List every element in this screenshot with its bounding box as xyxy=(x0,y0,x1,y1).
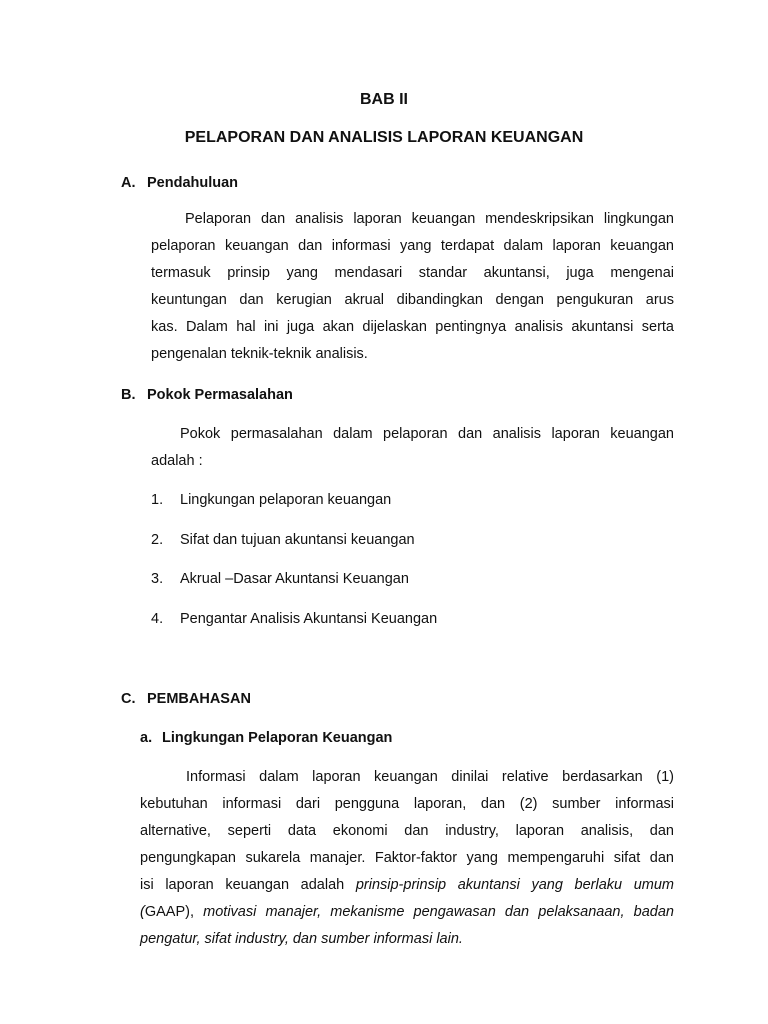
section-a-paragraph xyxy=(151,206,674,368)
chapter-label: BAB II xyxy=(360,91,408,108)
paragraph-line: pelaporan keuangan dan informasi yang terdapat dalam laporan keuangan xyxy=(151,238,674,254)
paragraph-text: isi laporan keuangan adalah xyxy=(140,877,356,893)
list-item xyxy=(151,571,409,587)
section-a-title: Pendahuluan xyxy=(147,175,239,191)
paragraph-line: adalah : xyxy=(151,453,203,469)
paragraph-line: kebutuhan informasi dari pengguna laporan, dan (2) sumber informasi xyxy=(140,796,674,812)
paragraph-line: pengungkapan sukarela manajer. Faktor-faktor yang mempengaruhi sifat dan xyxy=(140,850,674,866)
paragraph-line: Pokok permasalahan dalam pelaporan dan analisis laporan keuangan xyxy=(180,426,674,442)
section-b-letter: B. xyxy=(121,387,136,403)
list-number: 1. xyxy=(151,492,164,508)
list-text: Pengantar Analisis Akuntansi Keuangan xyxy=(180,611,438,627)
subsection-a-title: Lingkungan Pelaporan Keuangan xyxy=(162,730,393,746)
paragraph-line: pengenalan teknik-teknik analisis. xyxy=(151,346,368,362)
list-text: Lingkungan pelaporan keuangan xyxy=(180,492,392,508)
paragraph-italic-text: prinsip-prinsip akuntansi yang berlaku umum xyxy=(355,877,674,893)
list-text: Akrual –Dasar Akuntansi Keuangan xyxy=(180,571,409,587)
subsection-a-heading xyxy=(140,730,392,746)
section-a-letter: A. xyxy=(121,175,136,191)
section-a-heading xyxy=(121,175,238,191)
paragraph-line: Informasi dalam laporan keuangan dinilai relative berdasarkan (1) xyxy=(186,769,674,785)
list-number: 2. xyxy=(151,532,164,548)
paragraph-line: keuntungan dan kerugian akrual dibandingkan dengan pengukuran arus xyxy=(151,292,674,308)
list-item xyxy=(151,492,391,508)
paragraph-line: kas. Dalam hal ini juga akan dijelaskan pentingnya analisis akuntansi serta xyxy=(151,319,674,335)
section-b-paragraph xyxy=(151,421,674,475)
section-b-title: Pokok Permasalahan xyxy=(147,387,293,403)
section-c-title: PEMBAHASAN xyxy=(147,691,251,707)
paragraph-italic-text: pengatur, sifat industry, dan sumber informasi lain. xyxy=(140,931,463,947)
paragraph-line: alternative, seperti data ekonomi dan industry, laporan analisis, dan xyxy=(140,823,674,839)
paragraph-text: GAAP), xyxy=(144,904,204,920)
list-number: 3. xyxy=(151,571,164,587)
list-text: Sifat dan tujuan akuntansi keuangan xyxy=(180,532,415,548)
paragraph-line: termasuk prinsip yang mendasari standar akuntansi, juga mengenai xyxy=(151,265,674,281)
paragraph-italic-text: ( xyxy=(140,904,145,920)
section-b-heading xyxy=(121,387,293,403)
section-c-letter: C. xyxy=(121,691,136,707)
paragraph-line: Pelaporan dan analisis laporan keuangan mendeskripsikan lingkungan xyxy=(185,211,674,227)
paragraph-italic-text: motivasi manajer, mekanisme pengawasan dan pelaksanaan, badan xyxy=(203,904,674,920)
list-item xyxy=(151,532,415,548)
list-item xyxy=(151,611,437,627)
paragraph-line xyxy=(140,926,674,953)
list-number: 4. xyxy=(151,611,164,627)
subsection-a-letter: a. xyxy=(140,730,153,746)
chapter-title: PELAPORAN DAN ANALISIS LAPORAN KEUANGAN xyxy=(184,129,584,146)
subsection-a-paragraph xyxy=(140,764,674,953)
section-c-heading xyxy=(121,691,251,707)
paragraph-line xyxy=(140,872,674,899)
paragraph-line xyxy=(140,899,674,926)
